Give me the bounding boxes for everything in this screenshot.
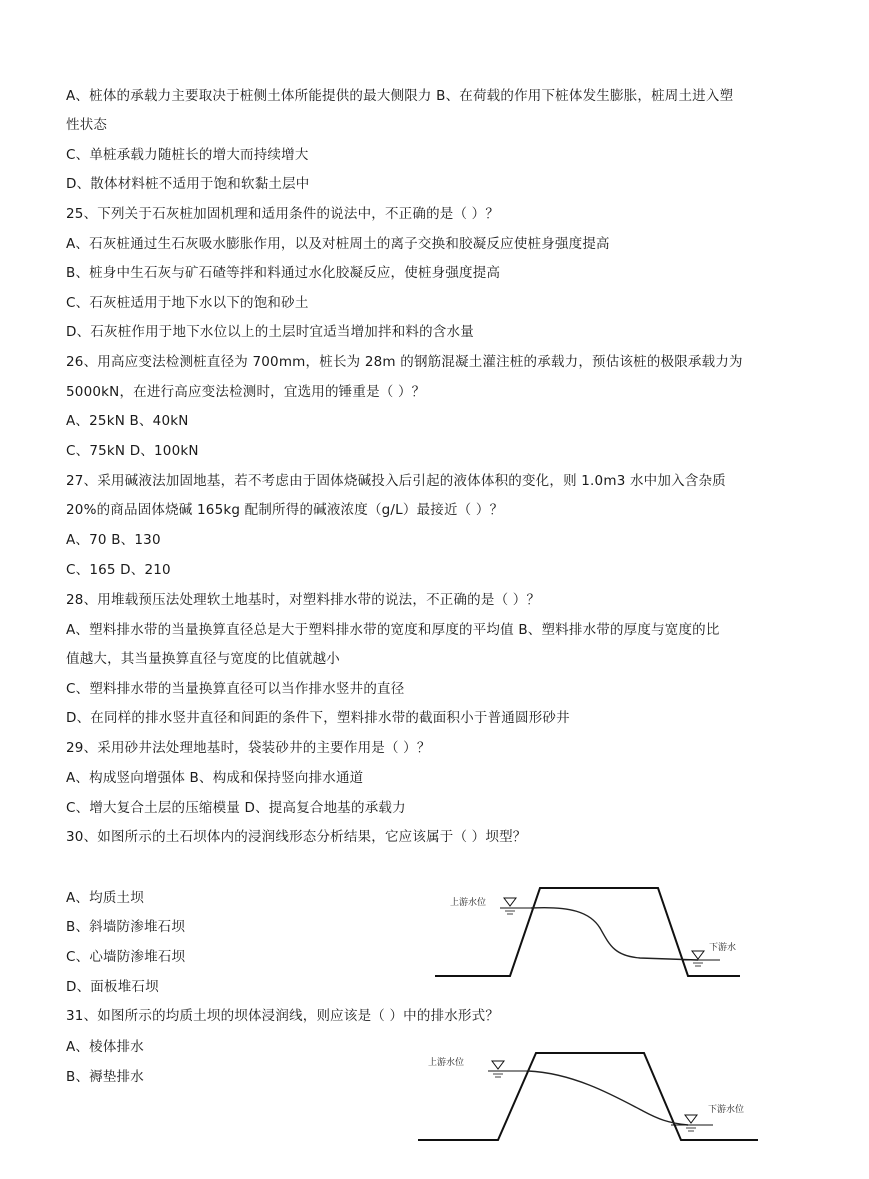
q31-option-a: A、棱体排水 [66, 1039, 144, 1055]
q24-option-d: D、散体材料桩不适用于饱和软黏土层中 [66, 176, 310, 192]
upstream-label: 上游水位 [428, 1058, 465, 1068]
q28-option-c: C、塑料排水带的当量换算直径可以当作排水竖井的直径 [66, 681, 405, 697]
q26-options-ab: A、25kN B、40kN [66, 413, 189, 429]
q28-question: 28、用堆载预压法处理软土地基时，对塑料排水带的说法，不正确的是（ ）？ [66, 592, 541, 608]
q26-question-line1: 26、用高应变法检测桩直径为 700mm，桩长为 28m 的钢筋混凝土灌注桩的承载力，预估该桩的极限承载力为 [66, 354, 743, 370]
q30-option-b: B、斜墙防渗堆石坝 [66, 919, 186, 935]
q28-option-b-line2: 值越大，其当量换算直径与宽度的比值就越小 [66, 651, 340, 667]
upstream-water-level-symbol [504, 898, 516, 906]
q31-dam-seepage-diagram [413, 1045, 763, 1153]
upstream-water-level-symbol [492, 1061, 504, 1069]
q30-option-a: A、均质土坝 [66, 890, 144, 906]
q30-question: 30、如图所示的土石坝体内的浸润线形态分析结果，它应该属于（ ）坝型？ [66, 829, 527, 845]
q27-options-cd: C、165 D、210 [66, 562, 171, 578]
q25-question: 25、下列关于石灰桩加固机理和适用条件的说法中，不正确的是（ ）？ [66, 206, 500, 222]
q24-option-b-line2: 性状态 [66, 117, 108, 133]
q25-option-c: C、石灰桩适用于地下水以下的饱和砂土 [66, 295, 309, 311]
downstream-water-level-symbol [692, 951, 704, 959]
q31-option-b: B、褥垫排水 [66, 1069, 144, 1085]
q25-option-b: B、桩身中生石灰与矿石碴等拌和料通过水化胶凝反应，使桩身强度提高 [66, 265, 501, 281]
q26-options-cd: C、75kN D、100kN [66, 443, 199, 459]
q26-question-line2: 5000kN，在进行高应变法检测时，宜选用的锤重是（ ）？ [66, 384, 426, 400]
q27-question-line1: 27、采用碱液法加固地基，若不考虑由于固体烧碱投入后引起的液体体积的变化，则 1.0m3 水中加入含杂质 [66, 473, 726, 489]
q24-option-c: C、单桩承载力随桩长的增大而持续增大 [66, 147, 309, 163]
q31-question: 31、如图所示的均质土坝的坝体浸润线，则应该是（ ）中的排水形式？ [66, 1008, 500, 1024]
downstream-water-level-symbol [685, 1115, 697, 1123]
q29-question: 29、采用砂井法处理地基时，袋装砂井的主要作用是（ ）？ [66, 740, 431, 756]
q28-option-ab-line1: A、塑料排水带的当量换算直径总是大于塑料排水带的宽度和厚度的平均值 B、塑料排水带的厚度与宽度的比 [66, 622, 720, 638]
q30-option-d: D、面板堆石坝 [66, 979, 159, 995]
q27-options-ab: A、70 B、130 [66, 532, 161, 548]
q30-option-c: C、心墙防渗堆石坝 [66, 949, 186, 965]
q25-option-d: D、石灰桩作用于地下水位以上的土层时宜适当增加拌和料的含水量 [66, 324, 474, 340]
downstream-label: 下游水 [709, 943, 737, 953]
q29-options-cd: C、增大复合土层的压缩模量 D、提高复合地基的承载力 [66, 800, 406, 816]
q30-dam-seepage-diagram [430, 880, 748, 986]
q29-options-ab: A、构成竖向增强体 B、构成和保持竖向排水通道 [66, 770, 364, 786]
downstream-label: 下游水位 [708, 1105, 745, 1115]
q28-option-d: D、在同样的排水竖井直径和间距的条件下，塑料排水带的截面积小于普通圆形砂井 [66, 710, 570, 726]
upstream-label: 上游水位 [450, 898, 487, 908]
dam-body-outline [418, 1053, 758, 1140]
q27-question-line2: 20%的商品固体烧碱 165kg 配制所得的碱液浓度（g/L）最接近（ ）？ [66, 502, 504, 518]
q24-option-ab-line1: A、桩体的承载力主要取决于桩侧土体所能提供的最大侧限力 B、在荷载的作用下桩体发生膨胀，桩周土进入塑 [66, 88, 734, 104]
q25-option-a: A、石灰桩通过生石灰吸水膨胀作用，以及对桩周土的离子交换和胶凝反应使桩身强度提高 [66, 236, 610, 252]
